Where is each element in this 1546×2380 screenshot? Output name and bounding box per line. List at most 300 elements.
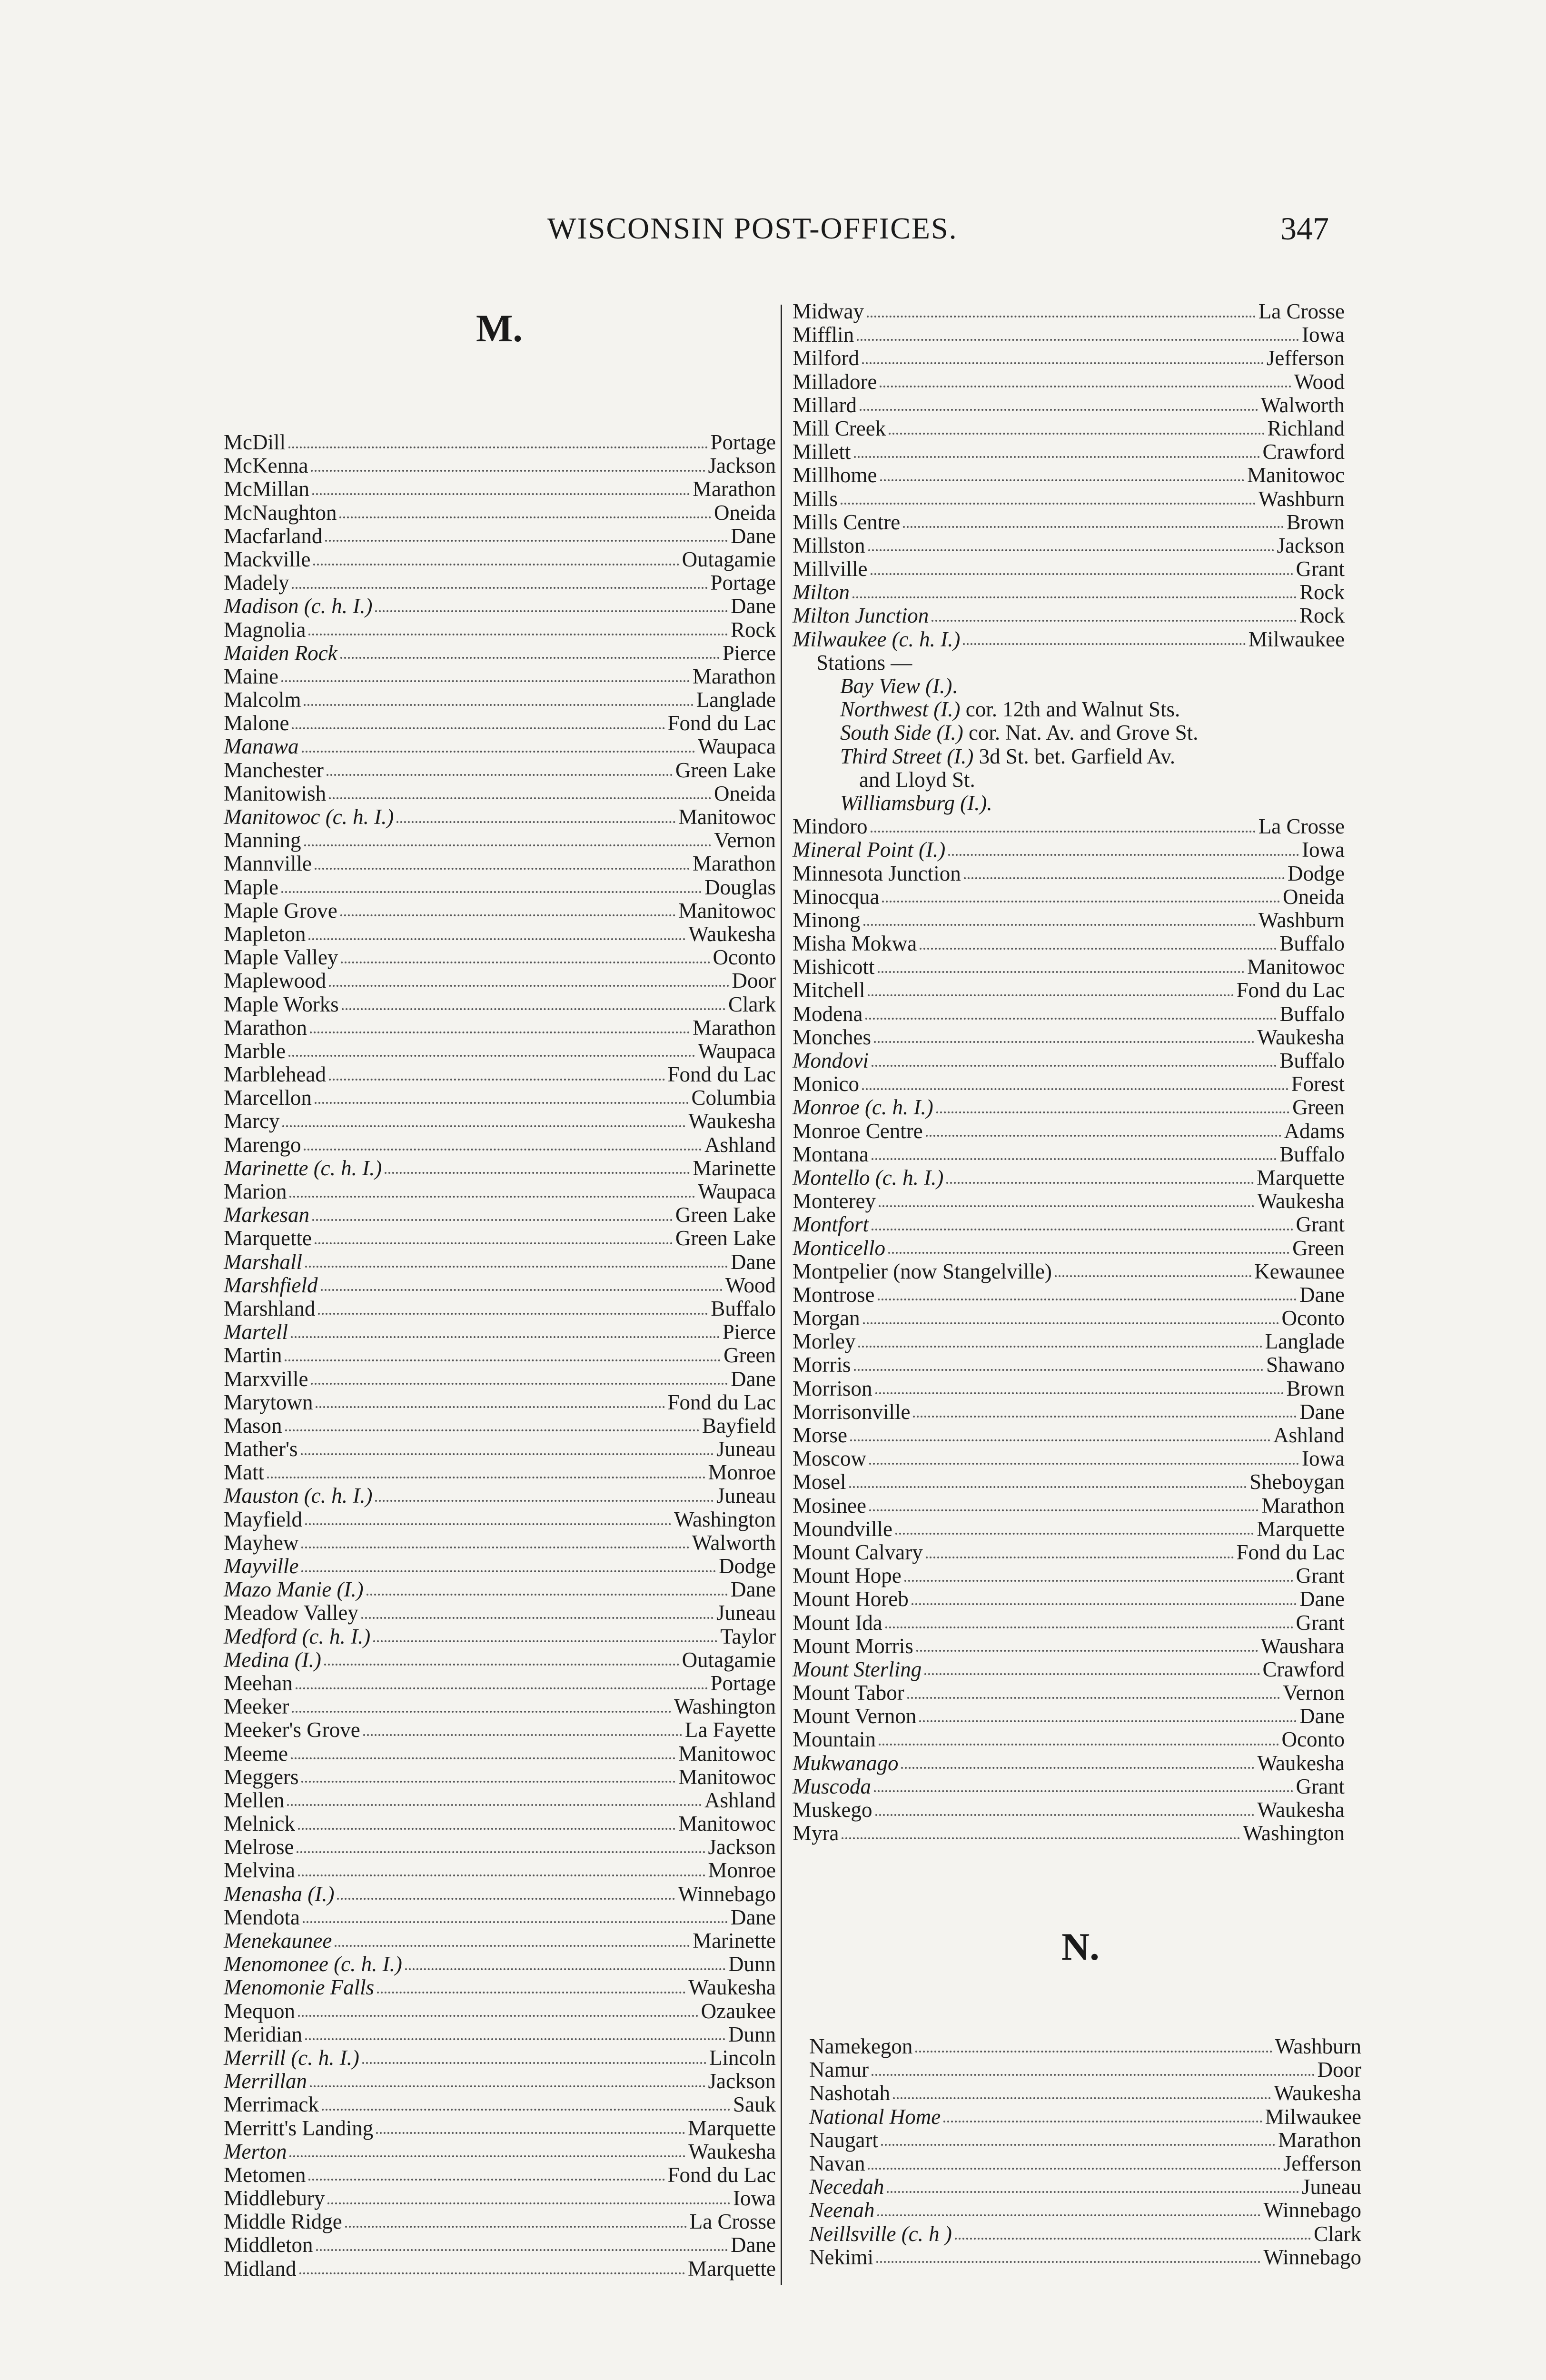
county-name: La Crosse xyxy=(689,2210,776,2234)
leader-dots xyxy=(854,456,1260,458)
county-name: Washburn xyxy=(1275,2034,1361,2058)
leader-dots xyxy=(311,470,705,472)
leader-dots xyxy=(882,901,1280,902)
leader-dots xyxy=(919,1720,1297,1722)
post-office-entry xyxy=(793,1424,1345,1447)
leader-dots xyxy=(329,797,711,799)
leader-dots xyxy=(315,868,690,870)
county-name: Juneau xyxy=(716,1601,776,1625)
post-office-name: Mill Creek xyxy=(793,416,886,440)
leader-dots xyxy=(903,526,1283,528)
post-office-name: Minong xyxy=(793,908,861,932)
leader-dots xyxy=(876,2261,1260,2263)
post-office-name: Meridian xyxy=(224,2022,302,2046)
county-name: Taylor xyxy=(720,1624,776,1648)
leader-dots xyxy=(869,1463,1299,1465)
post-office-entry xyxy=(224,618,776,642)
post-office-name: Midland xyxy=(224,2256,297,2281)
county-name: Washington xyxy=(674,1695,776,1719)
county-name: Oneida xyxy=(714,500,776,525)
county-name: Rock xyxy=(731,617,776,642)
post-office-entry xyxy=(809,2175,1361,2199)
county-name: Outagamie xyxy=(682,547,776,571)
post-office-name: Millett xyxy=(793,440,851,464)
post-office-name: Mount Tabor xyxy=(793,1681,904,1705)
county-name: La Crosse xyxy=(1258,299,1345,323)
post-office-name: Mitchell xyxy=(793,978,865,1002)
section-letter-m: M. xyxy=(476,307,523,350)
leader-dots xyxy=(868,994,1233,996)
post-office-entry xyxy=(793,628,1345,651)
post-office-entry xyxy=(224,1929,776,1953)
post-office-entry xyxy=(224,1508,776,1531)
post-office-name: Marcy xyxy=(224,1109,280,1133)
post-office-entry xyxy=(224,1812,776,1835)
post-office-name: Middle Ridge xyxy=(224,2210,342,2234)
post-office-entry xyxy=(793,1541,1345,1564)
leader-dots xyxy=(341,962,710,963)
county-name: Dane xyxy=(731,1577,776,1602)
leader-dots xyxy=(878,971,1245,973)
post-office-name: Malcolm xyxy=(224,688,301,712)
county-name: Dane xyxy=(731,594,776,618)
leader-dots xyxy=(857,339,1299,341)
leader-dots xyxy=(893,2097,1271,2099)
post-office-entry xyxy=(793,1049,1345,1072)
county-name: Dane xyxy=(731,1905,776,1929)
post-office-entry xyxy=(224,876,776,899)
county-name: Portage xyxy=(710,1671,776,1695)
leader-dots xyxy=(874,1041,1254,1043)
post-office-entry xyxy=(793,1517,1345,1541)
post-office-entry xyxy=(793,1096,1345,1119)
county-name: Manitowoc xyxy=(678,805,776,829)
leader-dots xyxy=(863,924,1256,926)
post-office-entry xyxy=(224,1953,776,1976)
post-office-entry xyxy=(224,1274,776,1297)
leader-dots xyxy=(292,1711,671,1713)
county-name: Crawford xyxy=(1262,1657,1345,1681)
county-name: Washburn xyxy=(1258,486,1345,511)
post-office-name: Milford xyxy=(793,346,859,370)
leader-dots xyxy=(342,1008,725,1010)
leader-dots xyxy=(858,1346,1262,1348)
leader-dots xyxy=(304,1149,702,1150)
county-name: Oneida xyxy=(714,781,776,805)
post-office-entry xyxy=(793,1822,1345,1845)
post-office-entry xyxy=(224,525,776,548)
post-office-name: Mosel xyxy=(793,1470,846,1494)
county-name: Buffalo xyxy=(1279,1142,1345,1166)
county-name: Jackson xyxy=(1277,533,1345,557)
leader-dots xyxy=(375,610,728,612)
county-name: Grant xyxy=(1296,1564,1345,1588)
post-office-entry xyxy=(224,2257,776,2281)
post-office-entry xyxy=(793,1470,1345,1494)
leader-dots xyxy=(849,1486,1247,1488)
post-office-name: Middleton xyxy=(224,2233,313,2257)
leader-dots xyxy=(879,1205,1254,1207)
section-letter-n: N. xyxy=(1061,1925,1100,1968)
post-office-entry xyxy=(809,2152,1361,2175)
post-office-name: Milwaukee (c. h. I.) xyxy=(793,627,961,651)
post-office-name: Manitowish xyxy=(224,781,327,805)
county-name: Manitowoc xyxy=(678,898,776,922)
county-name: Door xyxy=(732,969,776,993)
leader-dots xyxy=(305,1266,728,1268)
post-office-name: Marathon xyxy=(224,1015,307,1040)
post-office-entry xyxy=(793,394,1345,417)
post-office-name: Necedah xyxy=(809,2175,884,2199)
county-name: Ozaukee xyxy=(701,1999,776,2023)
stations-heading: Stations — xyxy=(816,650,912,674)
post-office-name: Mayfield xyxy=(224,1507,302,1531)
post-office-name: Marxville xyxy=(224,1367,308,1391)
post-office-name: Merritt's Landing xyxy=(224,2116,374,2140)
county-name: Dane xyxy=(731,524,776,548)
post-office-entry xyxy=(224,805,776,829)
leader-dots xyxy=(920,948,1277,950)
leader-dots xyxy=(325,540,728,542)
post-office-entry xyxy=(793,1564,1345,1587)
leader-dots xyxy=(311,1383,728,1385)
county-name: Manitowoc xyxy=(678,1741,776,1765)
county-name: Dane xyxy=(731,1250,776,1274)
post-office-name: McNaughton xyxy=(224,500,337,525)
post-office-name: Meeker's Grove xyxy=(224,1718,360,1742)
post-office-entry xyxy=(224,1203,776,1227)
county-name: Outagamie xyxy=(682,1647,776,1672)
county-name: La Fayette xyxy=(684,1718,776,1742)
leader-dots xyxy=(924,1673,1259,1675)
post-office-entry xyxy=(224,852,776,875)
post-office-name: Minocqua xyxy=(793,884,880,909)
post-office-entry xyxy=(224,969,776,992)
post-office-entry xyxy=(793,815,1345,838)
county-name: Dane xyxy=(731,1367,776,1391)
county-name: Winnebago xyxy=(678,1882,776,1906)
county-name: Green xyxy=(1292,1095,1345,1120)
county-name: Fond du Lac xyxy=(1236,1540,1345,1564)
post-office-entry xyxy=(224,1789,776,1812)
leader-dots xyxy=(862,1088,1288,1090)
post-office-entry xyxy=(793,1728,1345,1751)
post-office-name: Monico xyxy=(793,1072,859,1096)
leader-dots xyxy=(301,1570,716,1572)
post-office-name: Mondovi xyxy=(793,1049,869,1072)
county-name: Waukesha xyxy=(688,922,776,946)
post-office-name: Mellen xyxy=(224,1788,285,1812)
leader-dots xyxy=(860,409,1258,411)
post-office-entry xyxy=(224,1672,776,1695)
post-office-name: Modena xyxy=(793,1002,863,1026)
county-name: Fond du Lac xyxy=(667,1062,776,1087)
post-office-entry xyxy=(224,1250,776,1274)
county-name: Wood xyxy=(725,1273,776,1297)
county-name: Shawano xyxy=(1266,1353,1345,1377)
post-office-entry xyxy=(809,2105,1361,2129)
station-continuation: and Lloyd St. xyxy=(859,767,975,792)
post-office-name: Marquette xyxy=(224,1226,312,1250)
post-office-name: Menomonee (c. h. I.) xyxy=(224,1952,402,1976)
leader-dots xyxy=(340,657,720,659)
county-name: Marquette xyxy=(1257,1165,1345,1190)
post-office-name: Maplewood xyxy=(224,969,326,993)
county-name: Buffalo xyxy=(1279,932,1345,956)
post-office-name: Milladore xyxy=(793,369,877,394)
county-name: Fond du Lac xyxy=(667,1390,776,1414)
leader-dots xyxy=(289,1196,695,1198)
post-office-entry xyxy=(224,1157,776,1180)
post-office-entry xyxy=(793,534,1345,557)
county-name: Waupaca xyxy=(698,1180,776,1203)
county-name: Manitowoc xyxy=(1247,463,1345,487)
post-office-name: Madison (c. h. I.) xyxy=(224,594,373,618)
post-office-entry xyxy=(809,2199,1361,2222)
post-office-entry xyxy=(793,1307,1345,1330)
post-office-entry xyxy=(224,1625,776,1648)
county-name: Ashland xyxy=(704,1788,776,1812)
county-name: Pierce xyxy=(722,1320,776,1344)
county-name: Iowa xyxy=(1302,323,1345,347)
post-office-name: Monterey xyxy=(793,1189,876,1213)
county-name: Waukesha xyxy=(1257,1189,1345,1213)
post-office-name: McKenna xyxy=(224,454,308,478)
post-office-entry xyxy=(224,595,776,618)
leader-dots xyxy=(377,1992,685,1993)
column-rule xyxy=(781,305,782,2285)
post-office-entry xyxy=(224,1297,776,1320)
county-name: Vernon xyxy=(1283,1681,1345,1705)
county-name: Brown xyxy=(1286,510,1345,534)
post-office-name: Nashotah xyxy=(809,2081,890,2105)
leader-dots xyxy=(292,587,707,589)
post-office-entry xyxy=(793,581,1345,604)
post-office-entry xyxy=(224,1695,776,1718)
county-name: Waukesha xyxy=(1274,2081,1361,2105)
post-office-entry xyxy=(793,1611,1345,1635)
leader-dots xyxy=(304,704,693,706)
county-name: Dodge xyxy=(1288,861,1345,885)
post-office-entry xyxy=(793,1752,1345,1775)
leader-dots xyxy=(305,2038,725,2040)
county-name: Green Lake xyxy=(675,1226,776,1250)
post-office-name: Misha Mokwa xyxy=(793,932,917,956)
county-name: Dane xyxy=(1299,1399,1345,1424)
post-office-name: Mapleton xyxy=(224,922,306,946)
leader-dots xyxy=(318,1313,708,1315)
leader-dots xyxy=(964,877,1285,879)
post-office-name: Myra xyxy=(793,1821,839,1845)
county-name: Dane xyxy=(731,2233,776,2257)
county-name: Green xyxy=(723,1343,776,1368)
post-office-name: Mackville xyxy=(224,547,311,571)
leader-dots xyxy=(850,1439,1270,1441)
post-office-name: Neillsville (c. h ) xyxy=(809,2221,952,2246)
leader-dots xyxy=(324,1664,679,1666)
post-office-name: Maple Grove xyxy=(224,898,337,922)
post-office-name: Muscoda xyxy=(793,1774,871,1798)
post-office-name: Namekegon xyxy=(809,2034,913,2058)
leader-dots xyxy=(313,564,679,565)
post-office-entry xyxy=(224,2000,776,2023)
leader-dots xyxy=(376,2132,685,2134)
county-name: Rock xyxy=(1299,580,1345,605)
leader-dots xyxy=(895,1533,1254,1535)
post-office-name: Mather's xyxy=(224,1437,298,1461)
county-name: Dunn xyxy=(728,2022,776,2046)
county-name: Jefferson xyxy=(1283,2151,1361,2175)
county-name: Oneida xyxy=(1283,884,1345,909)
leader-dots xyxy=(880,479,1245,481)
leader-dots xyxy=(298,1874,705,1876)
post-office-name: Morrison xyxy=(793,1376,872,1400)
post-office-name: Montrose xyxy=(793,1282,875,1307)
county-name: Iowa xyxy=(733,2186,776,2211)
post-office-name: Monroe Centre xyxy=(793,1119,923,1143)
leader-dots xyxy=(301,1547,689,1548)
post-office-name: Marytown xyxy=(224,1390,313,1414)
post-office-entry xyxy=(224,2070,776,2093)
post-office-name: Milton Junction xyxy=(793,604,929,628)
county-name: La Crosse xyxy=(1258,814,1345,839)
post-office-name: Meeme xyxy=(224,1741,288,1765)
post-office-name: Morris xyxy=(793,1353,851,1377)
post-office-entry xyxy=(809,2246,1361,2269)
post-office-name: Morrisonville xyxy=(793,1399,911,1424)
leader-dots xyxy=(312,1219,673,1221)
post-office-name: Midway xyxy=(793,299,864,323)
county-name: Jackson xyxy=(708,2069,776,2093)
post-office-entry xyxy=(809,2222,1361,2246)
post-office-name: Menomonie Falls xyxy=(224,1975,375,2000)
post-office-entry xyxy=(793,1635,1345,1658)
leader-dots xyxy=(337,1898,675,1900)
leader-dots xyxy=(901,1767,1254,1769)
leader-dots xyxy=(875,1392,1284,1394)
post-office-entry xyxy=(793,1143,1345,1166)
right-column-bottom xyxy=(793,815,1345,1845)
leader-dots xyxy=(282,1125,685,1127)
post-office-entry xyxy=(793,955,1345,979)
post-office-entry xyxy=(224,1063,776,1086)
post-office-name: Milton xyxy=(793,580,850,605)
leader-dots xyxy=(310,1031,690,1033)
county-name: Wood xyxy=(1294,369,1345,394)
right-column xyxy=(793,300,1345,1845)
county-name: Ashland xyxy=(1273,1423,1345,1447)
leader-dots xyxy=(863,1322,1279,1324)
leader-dots xyxy=(881,2144,1275,2146)
county-name: Grant xyxy=(1296,557,1345,581)
county-name: Langlade xyxy=(696,688,776,712)
post-office-entry xyxy=(793,511,1345,534)
post-office-name: Maiden Rock xyxy=(224,641,337,665)
county-name: Milwaukee xyxy=(1265,2104,1361,2129)
leader-dots xyxy=(297,1851,705,1853)
post-office-name: Nekimi xyxy=(809,2245,873,2269)
county-name: Juneau xyxy=(716,1437,776,1461)
leader-dots xyxy=(362,2062,706,2064)
post-office-entry xyxy=(224,735,776,758)
post-office-entry xyxy=(793,347,1345,370)
post-office-entry xyxy=(793,1798,1345,1822)
county-name: Rock xyxy=(1299,604,1345,628)
leader-dots xyxy=(904,1580,1293,1582)
post-office-name: Mequon xyxy=(224,1999,295,2023)
county-name: Manitowoc xyxy=(678,1812,776,1836)
post-office-name: Meeker xyxy=(224,1695,289,1719)
leader-dots xyxy=(285,1429,700,1431)
county-name: Dodge xyxy=(719,1554,776,1578)
county-name: Marathon xyxy=(1278,2128,1361,2152)
post-office-name: Martin xyxy=(224,1343,282,1368)
leader-dots xyxy=(868,549,1274,551)
leader-dots xyxy=(298,2015,698,2017)
leader-dots xyxy=(316,2249,728,2251)
county-name: Fond du Lac xyxy=(667,711,776,735)
post-office-entry xyxy=(224,1040,776,1063)
leader-dots xyxy=(312,493,690,495)
county-name: Waukesha xyxy=(688,1975,776,2000)
leader-dots xyxy=(916,1650,1258,1652)
post-office-name: Millville xyxy=(793,557,868,581)
post-office-name: Naugart xyxy=(809,2128,878,2152)
post-office-name: Mount Horeb xyxy=(793,1587,909,1611)
post-office-entry xyxy=(793,862,1345,885)
post-office-name: Millston xyxy=(793,533,865,557)
leader-dots xyxy=(288,446,708,448)
leader-dots xyxy=(915,2051,1272,2053)
county-name: Clark xyxy=(1314,2221,1361,2246)
leader-dots xyxy=(281,680,690,682)
post-office-name: Mountain xyxy=(793,1727,876,1752)
post-office-name: Mosinee xyxy=(793,1493,866,1517)
county-name: Marathon xyxy=(693,664,776,688)
county-name: Monroe xyxy=(708,1858,776,1883)
county-name: Waukesha xyxy=(1257,1798,1345,1822)
post-office-name: Millard xyxy=(793,393,857,417)
county-name: Buffalo xyxy=(1279,1002,1345,1026)
county-name: Marathon xyxy=(693,477,776,501)
leader-dots xyxy=(308,2179,664,2181)
leader-dots xyxy=(335,1945,690,1947)
county-name: Dane xyxy=(1299,1282,1345,1307)
post-office-entry xyxy=(793,885,1345,909)
post-office-entry xyxy=(793,1237,1345,1260)
county-name: Door xyxy=(1317,2058,1361,2082)
post-office-entry xyxy=(793,1447,1345,1470)
leader-dots xyxy=(291,1336,720,1338)
post-office-name: Mineral Point (I.) xyxy=(793,838,946,862)
county-name: Grant xyxy=(1296,1774,1345,1798)
post-office-name: Manitowoc (c. h. I.) xyxy=(224,805,394,829)
post-office-name: Moscow xyxy=(793,1447,866,1471)
post-office-entry xyxy=(224,1742,776,1765)
post-office-name: Morgan xyxy=(793,1306,860,1330)
county-name: Walworth xyxy=(692,1530,776,1555)
post-office-entry xyxy=(793,487,1345,511)
post-office-name: Mills xyxy=(793,486,838,511)
post-office-name: Mount Morris xyxy=(793,1634,913,1658)
post-office-name: Marshland xyxy=(224,1296,316,1320)
post-office-entry xyxy=(793,1190,1345,1213)
post-office-entry xyxy=(224,1368,776,1391)
post-office-entry xyxy=(224,571,776,595)
post-office-entry xyxy=(224,454,776,477)
post-office-entry xyxy=(224,477,776,501)
leader-dots xyxy=(316,1406,664,1408)
